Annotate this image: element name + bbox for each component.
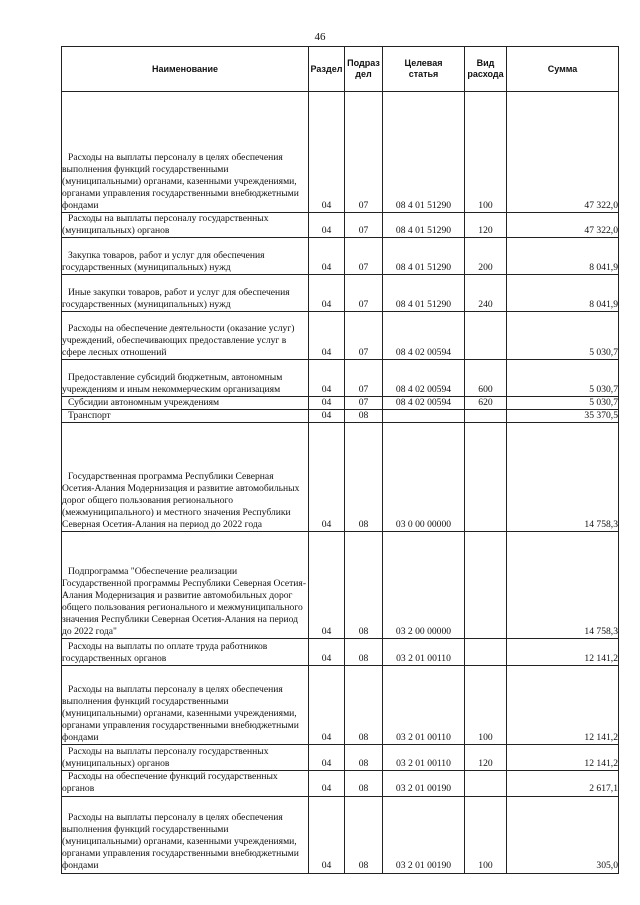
row-section: 04 [309,423,345,532]
table-body [62,92,619,874]
row-section: 04 [309,92,345,213]
row-target: 03 2 01 00190 [383,771,465,796]
row-subsection: 07 [345,92,383,213]
row-subsection: 07 [345,312,383,360]
row-amount: 5 030,7 [507,397,619,410]
row-amount: 8 041,9 [507,275,619,312]
row-name: Транспорт [62,410,309,423]
row-target: 08 4 02 00594 [383,312,465,360]
row-expense-type: 240 [465,275,507,312]
table-row [62,92,619,213]
row-name: Расходы на выплаты персоналу государственных (муниципальных) органов [62,213,309,238]
header-section: Раздел [309,47,345,92]
row-expense-type [465,771,507,796]
row-name: Расходы на выплаты по оплате труда работников государственных органов [62,639,309,666]
row-subsection: 07 [345,275,383,312]
row-amount: 8 041,9 [507,238,619,275]
row-section: 04 [309,312,345,360]
row-subsection: 08 [345,410,383,423]
row-expense-type [465,312,507,360]
budget-table [61,46,619,874]
table-row [62,275,619,312]
row-name: Закупка товаров, работ и услуг для обеспечения государственных (муниципальных) нужд [62,238,309,275]
row-target: 03 2 01 00110 [383,666,465,745]
row-name: Субсидии автономным учреждениям [62,397,309,410]
page-number: 46 [314,31,326,43]
row-target: 08 4 02 00594 [383,360,465,397]
row-amount: 35 370,5 [507,410,619,423]
row-target: 08 4 01 51290 [383,238,465,275]
table-row [62,771,619,796]
table-row [62,410,619,423]
row-expense-type: 120 [465,745,507,771]
row-name: Расходы на выплаты персоналу в целях обеспечения выполнения функций государственными (муниципальными) органами, казенными учреждениями, органами управления государственными внебюджетными фондами [62,92,309,213]
row-amount: 12 141,2 [507,666,619,745]
header-name: Наименование [62,47,309,92]
row-expense-type [465,532,507,639]
row-section: 04 [309,213,345,238]
row-subsection: 07 [345,397,383,410]
table-row [62,213,619,238]
row-section: 04 [309,360,345,397]
row-subsection: 07 [345,360,383,397]
row-amount: 47 322,0 [507,92,619,213]
row-section: 04 [309,745,345,771]
table-row [62,666,619,745]
row-expense-type: 100 [465,92,507,213]
table-row [62,745,619,771]
row-expense-type: 200 [465,238,507,275]
row-amount: 305,0 [507,796,619,873]
row-expense-type [465,410,507,423]
row-amount: 5 030,7 [507,312,619,360]
table-row [62,423,619,532]
row-target: 03 2 01 00110 [383,639,465,666]
row-section: 04 [309,410,345,423]
table-row [62,639,619,666]
row-subsection: 07 [345,213,383,238]
row-target: 03 2 00 00000 [383,532,465,639]
row-name: Расходы на выплаты персоналу в целях обеспечения выполнения функций государственными (муниципальными) органами, казенными учреждениями, органами управления государственными внебюджетными фондами [62,796,309,873]
row-name: Государственная программа Республики Северная Осетия-Алания Модернизация и развитие автомобильных дорог общего пользования регионального (межмуниципального) и местного значения Республики Северная Осетия-Алания на период до 2022 года [62,423,309,532]
row-section: 04 [309,238,345,275]
header-subsection: Подраз дел [345,47,383,92]
row-amount: 12 141,2 [507,745,619,771]
row-target: 08 4 01 51290 [383,213,465,238]
row-subsection: 08 [345,666,383,745]
row-section: 04 [309,666,345,745]
row-target: 08 4 02 00594 [383,397,465,410]
header-amount: Сумма [507,47,619,92]
row-section: 04 [309,771,345,796]
row-amount: 5 030,7 [507,360,619,397]
row-subsection: 08 [345,771,383,796]
table-row [62,238,619,275]
row-name: Расходы на обеспечение функций государственных органов [62,771,309,796]
row-expense-type: 600 [465,360,507,397]
row-subsection: 08 [345,745,383,771]
row-target: 03 0 00 00000 [383,423,465,532]
row-name: Расходы на выплаты персоналу в целях обеспечения выполнения функций государственными (муниципальными) органами, казенными учреждениями, органами управления государственными внебюджетными фондами [62,666,309,745]
row-expense-type: 620 [465,397,507,410]
row-subsection: 08 [345,639,383,666]
row-target: 03 2 01 00110 [383,745,465,771]
row-name: Расходы на обеспечение деятельности (оказание услуг) учреждений, обеспечивающих предоставление услуг в сфере лесных отношений [62,312,309,360]
row-subsection: 08 [345,796,383,873]
row-target: 03 2 01 00190 [383,796,465,873]
row-expense-type [465,423,507,532]
row-section: 04 [309,397,345,410]
row-target: 08 4 01 51290 [383,92,465,213]
table-row [62,360,619,397]
header-expense-type: Вид расхода [465,47,507,92]
row-expense-type [465,639,507,666]
row-section: 04 [309,639,345,666]
header-target: Целевая статья [383,47,465,92]
row-section: 04 [309,275,345,312]
row-name: Иные закупки товаров, работ и услуг для обеспечения государственных (муниципальных) нужд [62,275,309,312]
table-row [62,397,619,410]
row-target [383,410,465,423]
row-subsection: 08 [345,423,383,532]
row-amount: 47 322,0 [507,213,619,238]
row-expense-type: 120 [465,213,507,238]
row-subsection: 07 [345,238,383,275]
row-amount: 2 617,1 [507,771,619,796]
row-amount: 14 758,3 [507,532,619,639]
row-subsection: 08 [345,532,383,639]
table-row [62,796,619,873]
table-header [62,47,619,92]
table-row [62,532,619,639]
row-expense-type: 100 [465,666,507,745]
table-row [62,312,619,360]
row-name: Подпрограмма "Обеспечение реализации Государственной программы Республики Северная Осетия-Алания Модернизация и развитие автомобильных дорог общего пользования регионального и межмуниципального значения Республики Северная Осетия-Алания на период до 2022 года" [62,532,309,639]
row-expense-type: 100 [465,796,507,873]
row-name: Расходы на выплаты персоналу государственных (муниципальных) органов [62,745,309,771]
row-section: 04 [309,532,345,639]
row-name: Предоставление субсидий бюджетным, автономным учреждениям и иным некоммерческим организациям [62,360,309,397]
row-amount: 14 758,3 [507,423,619,532]
row-target: 08 4 01 51290 [383,275,465,312]
row-amount: 12 141,2 [507,639,619,666]
row-section: 04 [309,796,345,873]
